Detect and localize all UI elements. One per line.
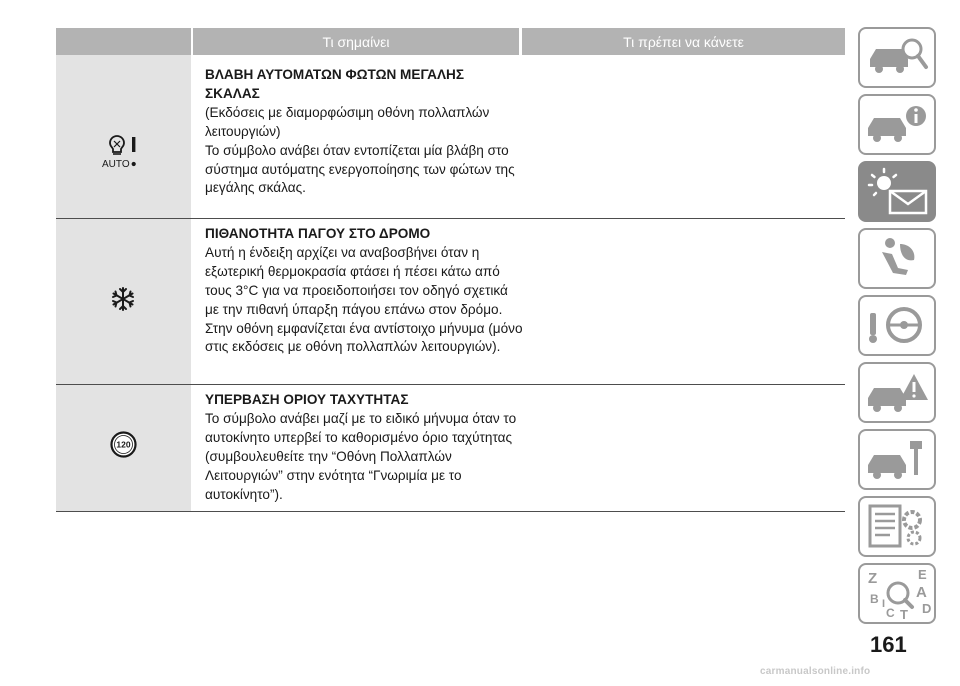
icon-cell [56,385,191,512]
index-letter: C [886,606,895,620]
index-letter: I [882,598,886,610]
index-letter: T [900,607,908,622]
steering-wheel-icon [860,297,934,354]
header-icon-column [56,28,191,55]
row-paragraph: Στην οθόνη εμφανίζεται ένα αντίστοιχο μήνυμα (μόνο στις εκδόσεις με οθόνη πολλαπλών λειτουργιών). [205,320,523,355]
row-title: ΥΠΕΡΒΑΣΗ ΟΡΙΟΥ ΤΑΧΥΤΗΤΑΣ [205,392,409,407]
car-search-icon [860,29,934,86]
car-warning-triangle-icon [860,364,934,421]
icon-cell [56,55,191,219]
header-meaning: Τι σημαίνει [193,28,519,55]
car-wrench-icon [860,431,934,488]
row-divider [56,511,845,512]
index-letter: Z [868,570,878,587]
tab-car-info[interactable] [858,94,936,155]
index-letter: D [922,601,932,616]
row-title: ΒΛΑΒΗ ΑΥΤΟΜΑΤΩΝ ΦΩΤΩΝ ΜΕΓΑΛΗΣ [205,67,464,82]
tab-emergency[interactable] [858,362,936,423]
snowflake-icon [109,285,137,313]
tab-maintenance[interactable] [858,429,936,490]
row-paragraph: Το σύμβολο ανάβει μαζί με το ειδικό μήνυμα όταν το αυτοκίνητο υπερβεί το καθορισμένο όριο ταχύτητας (συμβουλευθείτε την “Οθόνη Πολλαπλών Λειτουργιών” στην ενότητα “Γνωριμία με το αυτοκίνητο”). [205,410,517,502]
row-paragraph: (Εκδόσεις με διαμορφώσιμη οθόνη πολλαπλών λειτουργιών) [205,104,490,139]
header-what-to-do: Τι πρέπει να κάνετε [522,28,845,55]
tab-warning-lights[interactable] [858,161,936,222]
speed-limit-icon [110,431,137,458]
row-title-cont: ΣΚΑΛΑΣ [205,85,260,101]
table-row [56,385,845,512]
document-gear-icon [860,498,934,555]
index-letter: E [918,567,927,582]
tab-index[interactable] [858,563,936,624]
index-letter: B [870,592,879,606]
row-paragraph: Το σύμβολο ανάβει όταν εντοπίζεται μία βλάβη στο σύστημα αυτόματης ενεργοποίησης των φώτων της μεγάλης σκάλας. [205,142,515,196]
page-number: 161 [870,632,907,657]
speed-value: 120 [116,439,131,450]
airbag-seat-icon [860,230,934,287]
table-row [56,219,845,385]
table-row [56,55,845,219]
tab-car-search[interactable] [858,27,936,88]
alphabet-index-icon [860,565,934,622]
tab-safety[interactable] [858,228,936,289]
row-paragraph: Αυτή η ένδειξη αρχίζει να αναβοσβήνει όταν η εξωτερική θερμοκρασία φτάσει ή πέσει κάτω από τους 3°C για να προειδοποιήσει τον οδηγό σχετικά με την πιθανή ύπαρξη πάγου επάνω στον δρόμο. [205,244,508,317]
tab-technical-data[interactable] [858,496,936,557]
tab-starting-driving[interactable] [858,295,936,356]
auto-high-beam-fault-icon [102,133,142,169]
source-watermark: carmanualsonline.info [760,666,871,677]
auto-label: AUTO [102,159,130,169]
warning-light-message-icon [860,163,934,220]
icon-cell [56,219,191,385]
car-info-icon [860,96,934,153]
index-letter: A [916,584,927,601]
row-title: ΠΙΘΑΝΟΤΗΤΑ ΠΑΓΟΥ ΣΤΟ ΔΡΟΜΟ [205,226,431,241]
